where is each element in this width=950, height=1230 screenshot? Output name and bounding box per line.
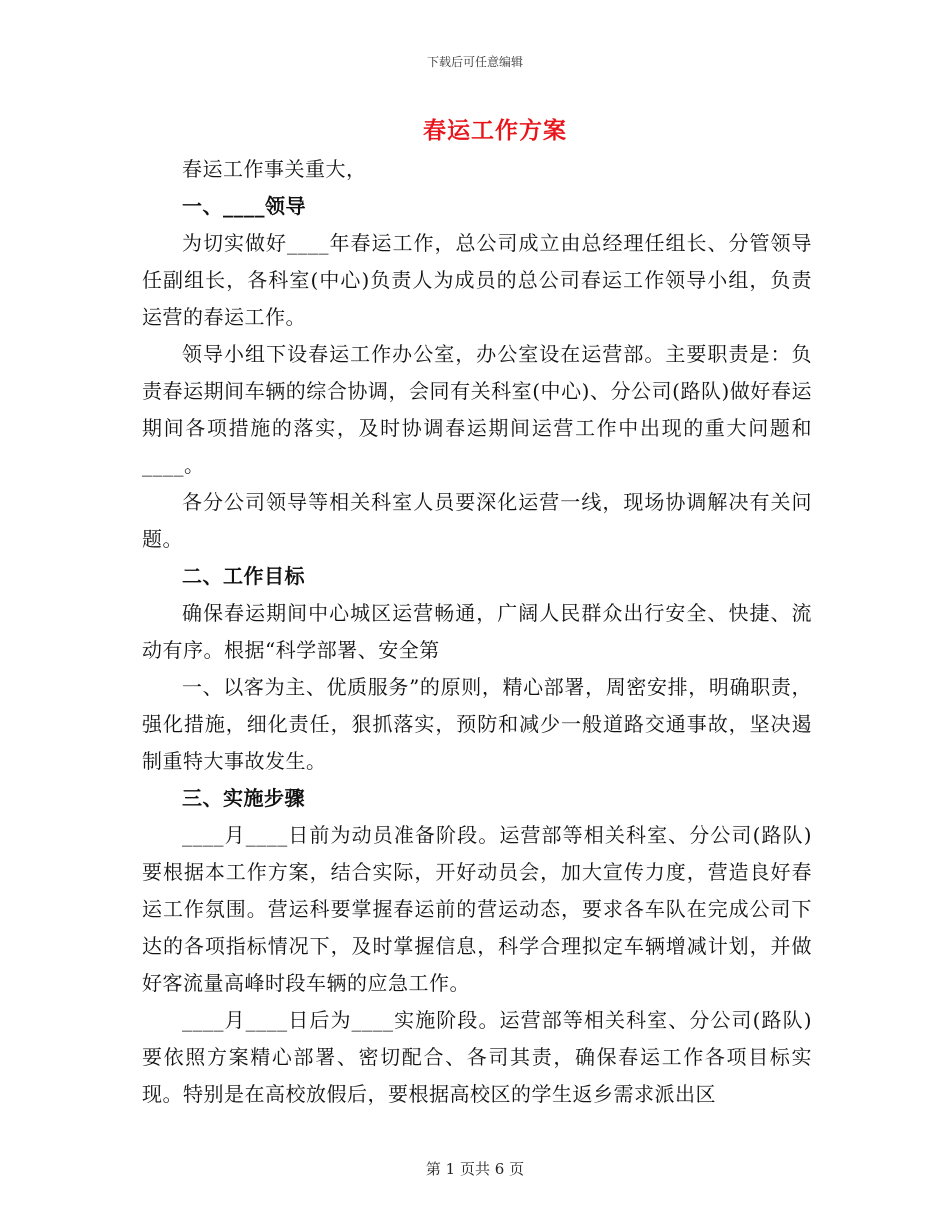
body-paragraph: 一、以客为主、优质服务”的原则，精心部署，周密安排，明确职责，强化措施，细化责任，狠抓落实，预防和减少一般道路交通事故，坚决遏制重特大事故发生。	[142, 675, 812, 773]
document-title: 春运工作方案	[423, 117, 567, 144]
page-header: 下载后可任意编辑	[426, 55, 523, 69]
document-body	[142, 151, 812, 1113]
section-heading-2: 二、工作目标	[182, 564, 305, 588]
body-paragraph: 确保春运期间中心城区运营畅通，广阔人民群众出行安全、快捷、流动有序。根据“科学部署、安全第	[142, 601, 812, 662]
body-paragraph: 各分公司领导等相关科室人员要深化运营一线，现场协调解决有关问题。	[142, 490, 812, 551]
intro-paragraph: 春运工作事关重大，	[182, 157, 367, 181]
section-heading-3: 三、实施步骤	[182, 786, 305, 810]
body-paragraph: ____月____日后为____实施阶段。运营部等相关科室、分公司(路队)要依照方案精心部署、密切配合、各司其责，确保春运工作各项目标实现。特别是在高校放假后，要根据高校区的学生返乡需求派出区	[142, 1008, 812, 1106]
body-paragraph: 领导小组下设春运工作办公室，办公室设在运营部。主要职责是：负责春运期间车辆的综合协调，会同有关科室(中心)、分公司(路队)做好春运期间各项措施的落实，及时协调春运期间运营工作中出现的重大问题和____。	[142, 342, 812, 477]
section-heading-1: 一、____领导	[182, 194, 306, 218]
page-footer: 第 1 页共 6 页	[425, 1160, 525, 1178]
body-paragraph: 为切实做好____年春运工作，总公司成立由总经理任组长、分管领导任副组长，各科室(中心)负责人为成员的总公司春运工作领导小组，负责运营的春运工作。	[142, 231, 812, 329]
body-paragraph: ____月____日前为动员准备阶段。运营部等相关科室、分公司(路队)要根据本工作方案，结合实际，开好动员会，加大宣传力度，营造良好春运工作氛围。营运科要掌握春运前的营运动态，要求各车队在完成公司下达的各项指标情况下，及时掌握信息，科学合理拟定车辆增减计划，并做好客流量高峰时段车辆的应急工作。	[142, 823, 812, 995]
